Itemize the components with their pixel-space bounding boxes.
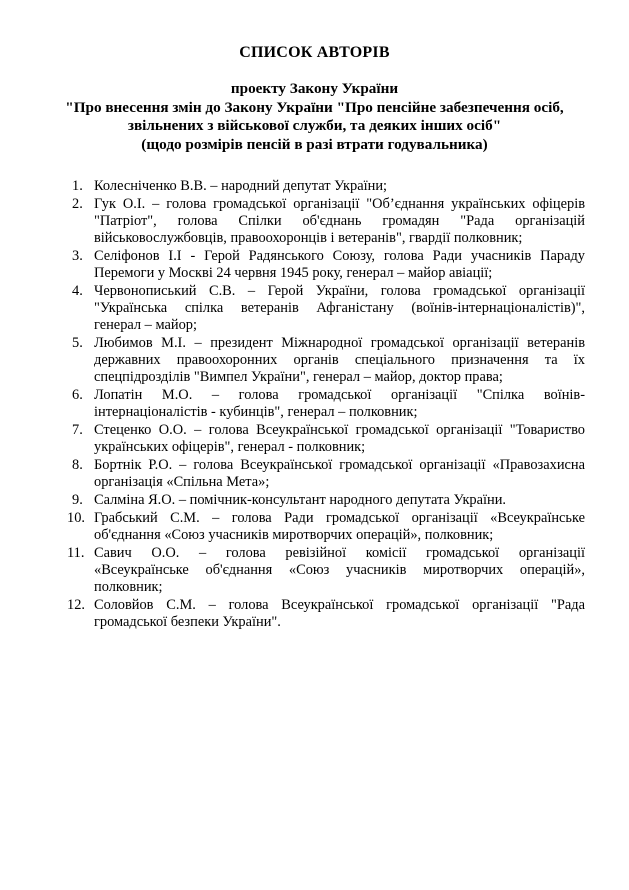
author-text <box>94 492 585 509</box>
author-text-line: "Українська спілка ветеранів Афганістану (воїнів-інтернаціоналістів)", <box>94 300 585 316</box>
author-number: 1. <box>72 178 83 194</box>
author-text-line: генерал – майор; <box>94 317 197 333</box>
author-text-line: Червонописький С.В. – Герой України, голова громадської організації <box>94 283 585 299</box>
author-number: 4. <box>72 283 83 299</box>
author-number: 6. <box>72 387 83 403</box>
author-text <box>94 422 585 456</box>
author-number: 9. <box>72 492 83 508</box>
author-text-line: Любимов М.І. – президент Міжнародної громадської організації ветеранів <box>94 335 585 351</box>
author-text-line: громадської безпеки України". <box>94 614 281 630</box>
author-text-line: українських офіцерів", генерал - полковник; <box>94 439 366 455</box>
author-text <box>94 335 585 386</box>
subtitle-line: звільнених з військової служби, та деяких інших осіб" <box>127 117 502 134</box>
author-text <box>94 597 585 631</box>
author-number: 5. <box>72 335 83 351</box>
author-item <box>0 510 585 544</box>
author-item <box>0 387 585 421</box>
subtitle-line: (щодо розмірів пенсій в разі втрати годувальника) <box>141 135 488 153</box>
author-text-line: полковник; <box>94 579 163 595</box>
author-text-line: військовослужбовців, правоохоронців і ветеранів", гвардії полковник; <box>94 230 523 246</box>
author-text-line: Лопатін М.О. – голова громадської організації "Спілка воїнів- <box>94 387 585 403</box>
author-text <box>94 457 585 491</box>
author-text-line: Стеценко О.О. – голова Всеукраїнської громадської організації "Товариство <box>94 422 585 438</box>
author-number: 7. <box>72 422 83 438</box>
document-subtitle <box>40 80 589 154</box>
author-number: 3. <box>72 248 83 264</box>
author-item <box>0 545 585 596</box>
document-title: СПИСОК АВТОРІВ <box>239 44 390 61</box>
author-text-line: Грабський С.М. – голова Ради громадської організації «Всеукраїнське <box>94 510 585 526</box>
author-text-line: Соловйов С.М. – голова Всеукраїнської громадської організації "Рада <box>94 597 585 613</box>
author-text <box>94 387 585 421</box>
author-number: 11. <box>67 545 85 561</box>
author-item <box>0 597 585 631</box>
author-text-line: Перемоги у Москві 24 червня 1945 року, генерал – майор авіації; <box>94 265 493 281</box>
author-text <box>94 178 585 195</box>
author-item <box>0 492 585 509</box>
author-number: 8. <box>72 457 83 473</box>
author-text <box>94 196 585 247</box>
author-text-line: Колесніченко В.В. – народний депутат України; <box>94 178 388 194</box>
subtitle-line: проекту Закону України <box>230 80 399 97</box>
author-text-line: державних правоохоронних органів спеціального призначення та їх <box>94 352 585 368</box>
author-number: 12. <box>67 597 85 613</box>
author-text <box>94 248 585 282</box>
author-text <box>94 283 585 334</box>
author-item <box>0 457 585 491</box>
author-item <box>0 422 585 456</box>
author-text-line: Селіфонов І.І - Герой Радянського Союзу, голова Ради учасників Параду <box>94 248 585 264</box>
author-item <box>0 335 585 386</box>
author-text-line: Салміна Я.О. – помічник-консультант народного депутата України. <box>94 492 507 508</box>
author-number: 2. <box>72 196 83 212</box>
author-text <box>94 510 585 544</box>
author-item <box>0 283 585 334</box>
authors-list <box>0 178 629 632</box>
author-text-line: інтернаціоналістів - кубинців", генерал – полковник; <box>94 404 418 420</box>
author-number: 10. <box>67 510 85 526</box>
author-item <box>0 196 585 247</box>
author-text-line: «Всеукраїнське об'єднання «Союз учасників миротворчих операцій», <box>94 562 585 578</box>
author-text-line: спецпідрозділів "Вимпел України", генерал – майор, доктор права; <box>94 369 503 385</box>
author-item <box>0 178 585 195</box>
author-text-line: Гук О.І. – голова громадської організації "Об’єднання українських офіцерів <box>94 196 585 212</box>
author-text-line: Бортнік Р.О. – голова Всеукраїнської громадської організації «Правозахисна <box>94 457 585 473</box>
author-text-line: об'єднання «Союз учасників миротворчих операцій», полковник; <box>94 527 494 543</box>
author-text <box>94 545 585 596</box>
author-text-line: "Патріот", голова Спілки об'єднань громадян "Рада організацій <box>94 213 585 229</box>
subtitle-line: "Про внесення змін до Закону України "Про пенсійне забезпечення осіб, <box>65 98 564 116</box>
author-text-line: Савич О.О. – голова ревізійної комісії громадської організації <box>94 545 585 561</box>
author-item <box>0 248 585 282</box>
author-text-line: організація «Спільна Мета»; <box>94 474 270 490</box>
